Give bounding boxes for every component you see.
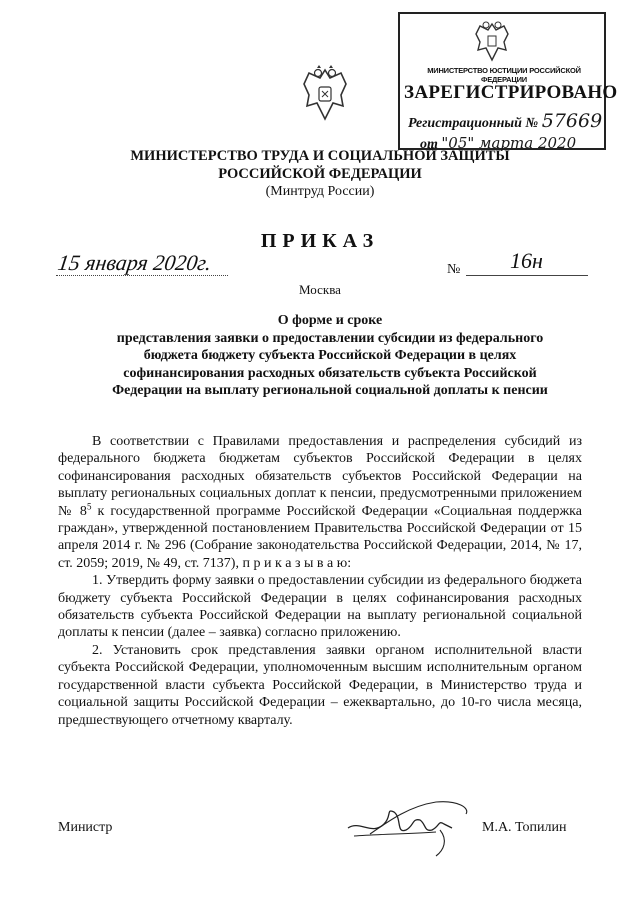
stamp-registered: ЗАРЕГИСТРИРОВАНО [404, 82, 618, 103]
stamp-reg-label: Регистрационный № [408, 116, 539, 131]
stamp-date-value: "05" марта 2020 [441, 134, 577, 152]
stamp-reg-number: 57669 [541, 110, 603, 132]
stamp-reg-line [408, 110, 602, 132]
preamble-text-a: В соответствии с Правилами предоставления и распределения субсидий из федерального бюджета бюджетам субъектов Российской Федерации в целях софинансирования расходных обязательств субъектов Российской Федерации на выплату региональных социальных доплат к пенсии, предусмотренными приложением № 8 [58, 434, 582, 519]
ministry-country: РОССИЙСКОЙ ФЕДЕРАЦИИ [218, 166, 422, 182]
city: Москва [299, 282, 341, 297]
order-title [60, 312, 600, 400]
preamble-superscript: 5 [86, 500, 92, 511]
preamble-paragraph [58, 433, 582, 572]
signer-name: М.А. Топилин [482, 820, 567, 835]
signer-position: Министр [58, 820, 113, 835]
title-line: представления заявки о предоставлении субсидии из федерального [116, 330, 544, 346]
order-date: 15 января 2020г. [56, 250, 214, 275]
coat-of-arms-icon [470, 18, 514, 66]
item-1-paragraph: 1. Утвердить форму заявки о предоставлении субсидии из федерального бюджета бюджету субъекта Российской Федерации в целях софинансирования расходных обязательств субъекта Российской Федерации на выплату региональной социальной доплаты к пенсии (далее – заявка) согласно приложению. [58, 573, 582, 641]
ministry-short-name: (Минтруд России) [265, 184, 375, 199]
title-line: софинансирования расходных обязательств субъекта Российской [123, 365, 537, 381]
preamble-text-b: к государственной программе Российской Федерации «Социальная поддержка граждан», утвержденной постановлением Правительства Российской Федерации от 15 апреля 2014 г. № 296 (Собрание законодательства Российской Федерации, 2014, № 17, ст. 2059; 2019, № 49, ст. 7137), п р и к а з ы в а ю: [58, 503, 582, 571]
item-2-paragraph: 2. Установить срок представления заявки органом исполнительной власти субъекта Российской Федерации, уполномоченным высшим исполнительным органом государственной власти субъекта Российской Федерации, в Министерство труда и социальной защиты Российской Федерации – ежеквартально, до 10-го числа месяца, предшествующего отчетному кварталу. [58, 642, 582, 728]
order-body [58, 433, 582, 729]
registration-stamp [398, 12, 618, 152]
number-label: № [447, 262, 461, 277]
document-type: ПРИКАЗ [260, 230, 380, 252]
stamp-ministry: МИНИСТЕРСТВО ЮСТИЦИИ РОССИЙСКОЙ ФЕДЕРАЦИИ [427, 66, 581, 84]
order-number: 16н [510, 248, 543, 273]
stamp-date-prefix: от [420, 137, 438, 152]
title-line: бюджета бюджету субъекта Российской Федерации в целях [143, 348, 517, 363]
coat-of-arms-icon [297, 64, 353, 126]
ministry-name: МИНИСТЕРСТВО ТРУДА И СОЦИАЛЬНОЙ ЗАЩИТЫ [130, 148, 510, 164]
date-underline [56, 275, 228, 276]
title-line: Федерации на выплату региональной социальной доплаты к пенсии [112, 383, 548, 398]
number-underline [466, 275, 588, 276]
title-line: О форме и сроке [277, 313, 383, 328]
signature-icon [340, 790, 480, 860]
